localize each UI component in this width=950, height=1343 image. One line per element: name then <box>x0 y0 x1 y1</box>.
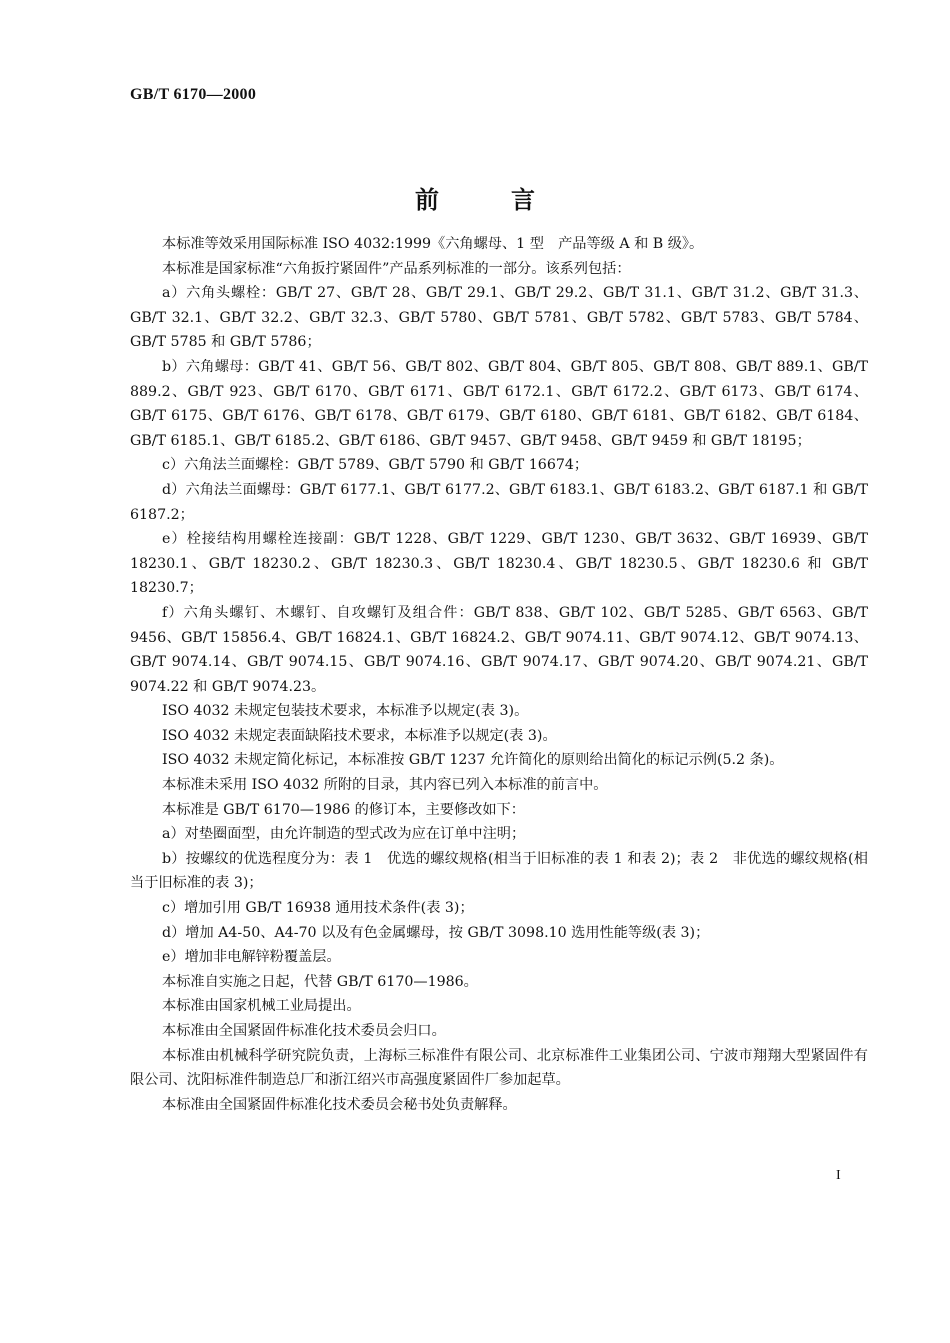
paragraph: 本标准自实施之日起，代替 GB/T 6170—1986。 <box>162 973 478 990</box>
page-title: 前言 <box>415 186 607 214</box>
list-item: e）栓接结构用螺栓连接副：GB/T 1228、GB/T 1229、GB/T 1230、GB/T 3632、GB/T 16939、GB/T 18230.1、GB/T 18230.2、GB/T 18230.3、GB/T 18230.4、GB/T 18230.5、GB/T 18230.6 和 GB/T 18230.7； <box>130 531 868 597</box>
list-item: b）按螺纹的优选程度分为：表 1 优选的螺纹规格(相当于旧标准的表 1 和表 2)；表 2 非优选的螺纹规格(相当于旧标准的表 3)； <box>130 850 868 892</box>
paragraph: 本标准由全国紧固件标准化技术委员会归口。 <box>162 1023 446 1039</box>
list-item: a）六角头螺栓：GB/T 27、GB/T 28、GB/T 29.1、GB/T 29.2、GB/T 31.1、GB/T 31.2、GB/T 31.3、GB/T 32.1、GB/T 32.2、GB/T 32.3、GB/T 5780、GB/T 5781、GB/T 5782、GB/T 5783、GB/T 5784、GB/T 5785 和 GB/T 5786； <box>130 285 868 351</box>
paragraph: ISO 4032 未规定简化标记，本标准按 GB/T 1237 允许简化的原则给出简化的标记示例(5.2 条)。 <box>162 752 784 769</box>
list-item: b）六角螺母：GB/T 41、GB/T 56、GB/T 802、GB/T 804、GB/T 805、GB/T 808、GB/T 889.1、GB/T 889.2、GB/T 923、GB/T 6170、GB/T 6171、GB/T 6172.1、GB/T 6172.2、GB/T 6173、GB/T 6174、GB/T 6175、GB/T 6176、GB/T 6178、GB/T 6179、GB/T 6180、GB/T 6181、GB/T 6182、GB/T 6184、GB/T 6185.1、GB/T 6185.2、GB/T 6186、GB/T 9457、GB/T 9458、GB/T 9459 和 GB/T 18195； <box>130 358 868 449</box>
paragraph: 本标准由全国紧固件标准化技术委员会秘书处负责解释。 <box>162 1096 517 1113</box>
list-item: d）增加 A4-50、A4-70 以及有色金属螺母，按 GB/T 3098.10 选用性能等级(表 3)； <box>162 924 710 941</box>
paragraph: 本标准由机械科学研究院负责，上海标三标准件有限公司、北京标准件工业集团公司、宁波市翔翔大型紧固件有限公司、沈阳标准件制造总厂和浙江绍兴市高强度紧固件厂参加起草。 <box>130 1047 868 1089</box>
list-item: a）对垫圈面型，由允许制造的型式改为应在订单中注明； <box>162 826 526 843</box>
list-item: c）增加引用 GB/T 16938 通用技术条件(表 3)； <box>162 900 474 917</box>
paragraph: 本标准是国家标准“六角扳拧紧固件”产品系列标准的一部分。该系列包括： <box>162 260 631 277</box>
page-number: I <box>836 1168 841 1183</box>
list-item: f）六角头螺钉、木螺钉、自攻螺钉及组合件：GB/T 838、GB/T 102、GB/T 5285、GB/T 6563、GB/T 9456、GB/T 15856.4、GB/T 16824.1、GB/T 16824.2、GB/T 9074.11、GB/T 9074.12、GB/T 9074.13、GB/T 9074.14、GB/T 9074.15、GB/T 9074.16、GB/T 9074.17、GB/T 9074.20、GB/T 9074.21、GB/T 9074.22 和 GB/T 9074.23。 <box>130 604 868 695</box>
paragraph: 本标准等效采用国际标准 ISO 4032:1999《六角螺母、1 型 产品等级 A 和 B 级》。 <box>162 236 704 252</box>
list-item: e）增加非电解锌粉覆盖层。 <box>162 949 341 966</box>
list-item: d）六角法兰面螺母：GB/T 6177.1、GB/T 6177.2、GB/T 6183.1、GB/T 6183.2、GB/T 6187.1 和 GB/T 6187.2； <box>130 481 868 523</box>
paragraph: 本标准是 GB/T 6170—1986 的修订本，主要修改如下： <box>162 801 525 818</box>
document-code: GB/T 6170—2000 <box>130 86 257 103</box>
paragraph: 本标准未采用 ISO 4032 所附的目录，其内容已列入本标准的前言中。 <box>162 777 608 794</box>
paragraph: ISO 4032 未规定包装技术要求，本标准予以规定(表 3)。 <box>162 703 529 720</box>
paragraph: ISO 4032 未规定表面缺陷技术要求，本标准予以规定(表 3)。 <box>162 727 557 744</box>
paragraph: 本标准由国家机械工业局提出。 <box>162 998 361 1015</box>
foreword-body <box>130 232 868 1117</box>
list-item: c）六角法兰面螺栓：GB/T 5789、GB/T 5790 和 GB/T 16674； <box>162 457 589 474</box>
